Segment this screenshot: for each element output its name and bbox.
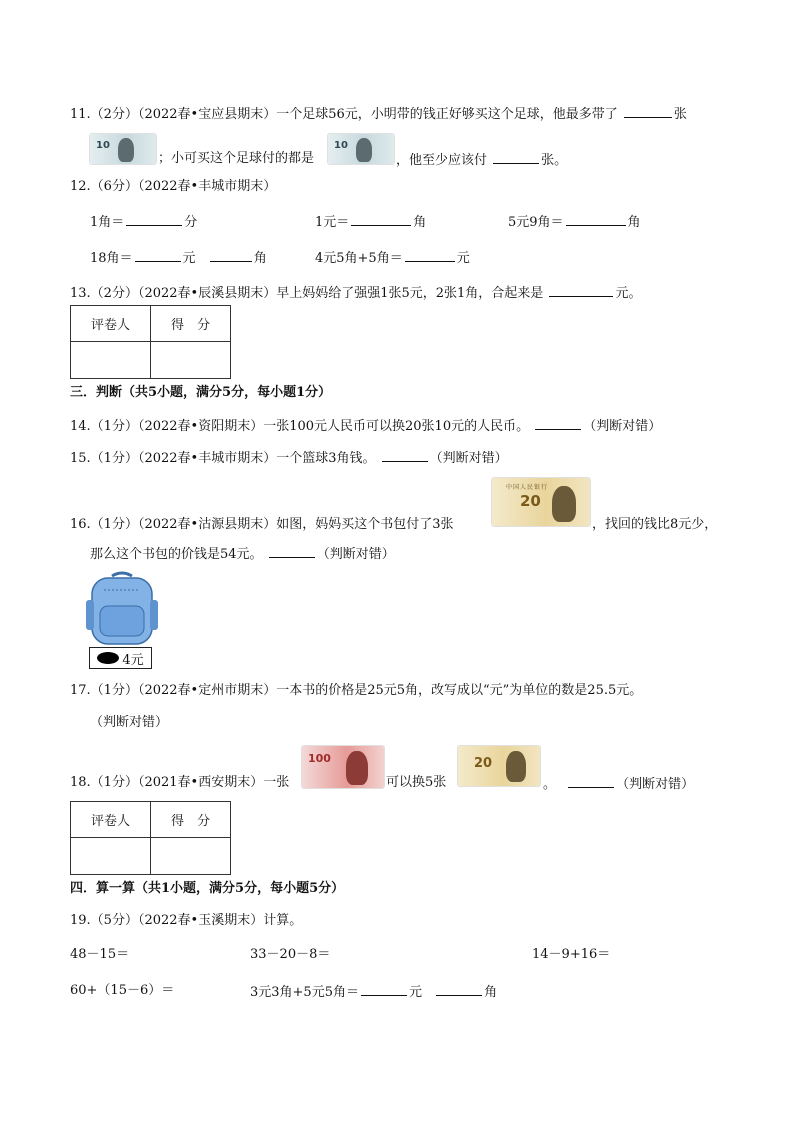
banknote-denomination: 100 (308, 752, 331, 765)
q13-line (70, 283, 641, 303)
q12-b2-unit: 元 (456, 251, 470, 266)
banknote-denomination: 20 (474, 756, 493, 771)
q12-a3-text: 5元9角＝ (508, 215, 564, 230)
q12-a2-blank[interactable] (351, 212, 411, 226)
q16-text2: 那么这个书包的价钱是54元。 (90, 547, 263, 562)
banknote-10-yuan (328, 134, 394, 164)
q16-line1: 16.（1分）（2022春•沽源县期末）如图，妈妈买这个书包付了3张 (70, 517, 454, 532)
banknote-10-yuan (90, 134, 156, 164)
q17-line1: 17.（1分）（2022春•定州市期末）一本书的价格是25元5角，改写成以“元”为单位的数是25.5元。 (70, 683, 643, 698)
portrait-icon (356, 138, 372, 162)
q13-unit: 元。 (615, 286, 642, 301)
q12-b2 (315, 248, 470, 268)
price-tag (89, 647, 152, 669)
q19-blank-yuan[interactable] (361, 982, 407, 996)
q11-line2-tail (396, 150, 567, 170)
q11-tail-text: ，他至少应该付 (396, 153, 488, 168)
section-4-title: 四．算一算（共1小题，满分5分，每小题5分） (70, 881, 345, 896)
q19-expr-2: 33－20－8＝ (250, 947, 331, 962)
q19-expr-3: 14－9+16＝ (532, 947, 611, 962)
banknote-header: 中国人民银行 (506, 484, 549, 491)
q18-mid: 可以换5张 (386, 775, 447, 790)
portrait-icon (552, 486, 576, 522)
q15-line (70, 448, 508, 468)
q14-tail: （判断对错） (583, 419, 662, 434)
q16-line2 (90, 544, 395, 564)
section-3-title: 三．判断（共5小题，满分5分，每小题1分） (70, 385, 332, 400)
q11-text: 11.（2分）（2022春•宝应县期末）一个足球56元，小明带的钱正好够买这个足球，他最多带了 (70, 107, 618, 122)
score-cell[interactable] (151, 342, 231, 379)
score-header: 得 分 (151, 306, 231, 342)
q18-tail (543, 774, 694, 794)
q11-line1 (70, 104, 687, 124)
q11-unit1: 张 (673, 107, 687, 122)
q19-head: 19.（5分）（2022春•玉溪期末）计算。 (70, 913, 303, 928)
q16-line1-tail: ，找回的钱比8元少， (592, 517, 718, 532)
q12-b1-text: 18角＝ (90, 251, 133, 266)
q11-blank-1[interactable] (624, 104, 672, 118)
price-tag-text: 4元 (122, 652, 144, 668)
q18-tail-text: （判断对错） (616, 777, 695, 792)
banknote-20-yuan (458, 746, 540, 786)
q12-b1-unit2: 角 (253, 251, 267, 266)
q12-a2-unit: 角 (413, 215, 427, 230)
q19-expr-5 (250, 982, 497, 1002)
q12-a3 (508, 212, 641, 232)
q12-a1-unit: 分 (184, 215, 198, 230)
grader-cell[interactable] (71, 342, 151, 379)
q19-expr-4: 60+（15－6）＝ (70, 983, 175, 998)
q12-a1 (90, 212, 197, 232)
q15-text: 15.（1分）（2022春•丰城市期末）一个篮球3角钱。 (70, 451, 376, 466)
banknote-100-yuan (302, 746, 384, 788)
q12-b1-blank-1[interactable] (135, 248, 181, 262)
q19-expr-1: 48－15＝ (70, 947, 130, 962)
q16-tail: （判断对错） (316, 547, 395, 562)
q19-unit-yuan: 元 (408, 985, 422, 1000)
q15-tail: （判断对错） (429, 451, 508, 466)
q12-a1-text: 1角＝ (90, 215, 125, 230)
banknote-20-yuan (492, 478, 590, 526)
q11-line2-mid: ；小可买这个足球付的都是 (158, 151, 315, 166)
q13-blank[interactable] (549, 283, 613, 297)
q12-b2-blank[interactable] (405, 248, 455, 262)
q12-a3-blank[interactable] (566, 212, 626, 226)
grader-header: 评卷人 (71, 306, 151, 342)
portrait-icon (118, 138, 134, 162)
q12-head: 12.（6分）（2022春•丰城市期末） (70, 179, 277, 194)
score-cell[interactable] (151, 838, 231, 875)
q12-b1-unit: 元 (182, 251, 196, 266)
portrait-icon (506, 751, 526, 782)
q12-a1-blank[interactable] (126, 212, 182, 226)
ink-blot-icon (97, 652, 119, 664)
portrait-icon (346, 751, 368, 785)
q12-b1-blank-2[interactable] (210, 248, 252, 262)
q19-unit-jiao: 角 (484, 985, 498, 1000)
q19-expr-5-text: 3元3角+5元5角＝ (250, 985, 359, 1000)
banknote-denomination: 10 (334, 140, 348, 151)
q17-line2: （判断对错） (90, 715, 169, 730)
q12-a2-text: 1元＝ (315, 215, 350, 230)
score-table (70, 801, 231, 875)
q11-blank-2[interactable] (493, 150, 539, 164)
q12-a2 (315, 212, 426, 232)
q18-dot: 。 (543, 777, 557, 792)
q15-blank[interactable] (382, 448, 428, 462)
q14-line (70, 416, 661, 436)
q19-blank-jiao[interactable] (436, 982, 482, 996)
q14-text: 14.（1分）（2022春•资阳期末）一张100元人民币可以换20张10元的人民币。 (70, 419, 530, 434)
banknote-denomination: 20 (520, 492, 541, 510)
q11-unit2: 张。 (541, 153, 568, 168)
q12-a3-unit: 角 (627, 215, 641, 230)
banknote-denomination: 10 (96, 140, 110, 151)
q16-blank[interactable] (269, 544, 315, 558)
q14-blank[interactable] (535, 416, 581, 430)
q18-blank[interactable] (568, 774, 614, 788)
q18-pre: 18.（1分）（2021春•西安期末）一张 (70, 775, 290, 790)
score-table (70, 305, 231, 379)
score-header: 得 分 (151, 802, 231, 838)
q13-text: 13.（2分）（2022春•辰溪县期末）早上妈妈给了强强1张5元，2张1角，合起来是 (70, 286, 544, 301)
q12-b2-text: 4元5角+5角＝ (315, 251, 403, 266)
grader-cell[interactable] (71, 838, 151, 875)
q12-b1 (90, 248, 267, 268)
grader-header: 评卷人 (71, 802, 151, 838)
